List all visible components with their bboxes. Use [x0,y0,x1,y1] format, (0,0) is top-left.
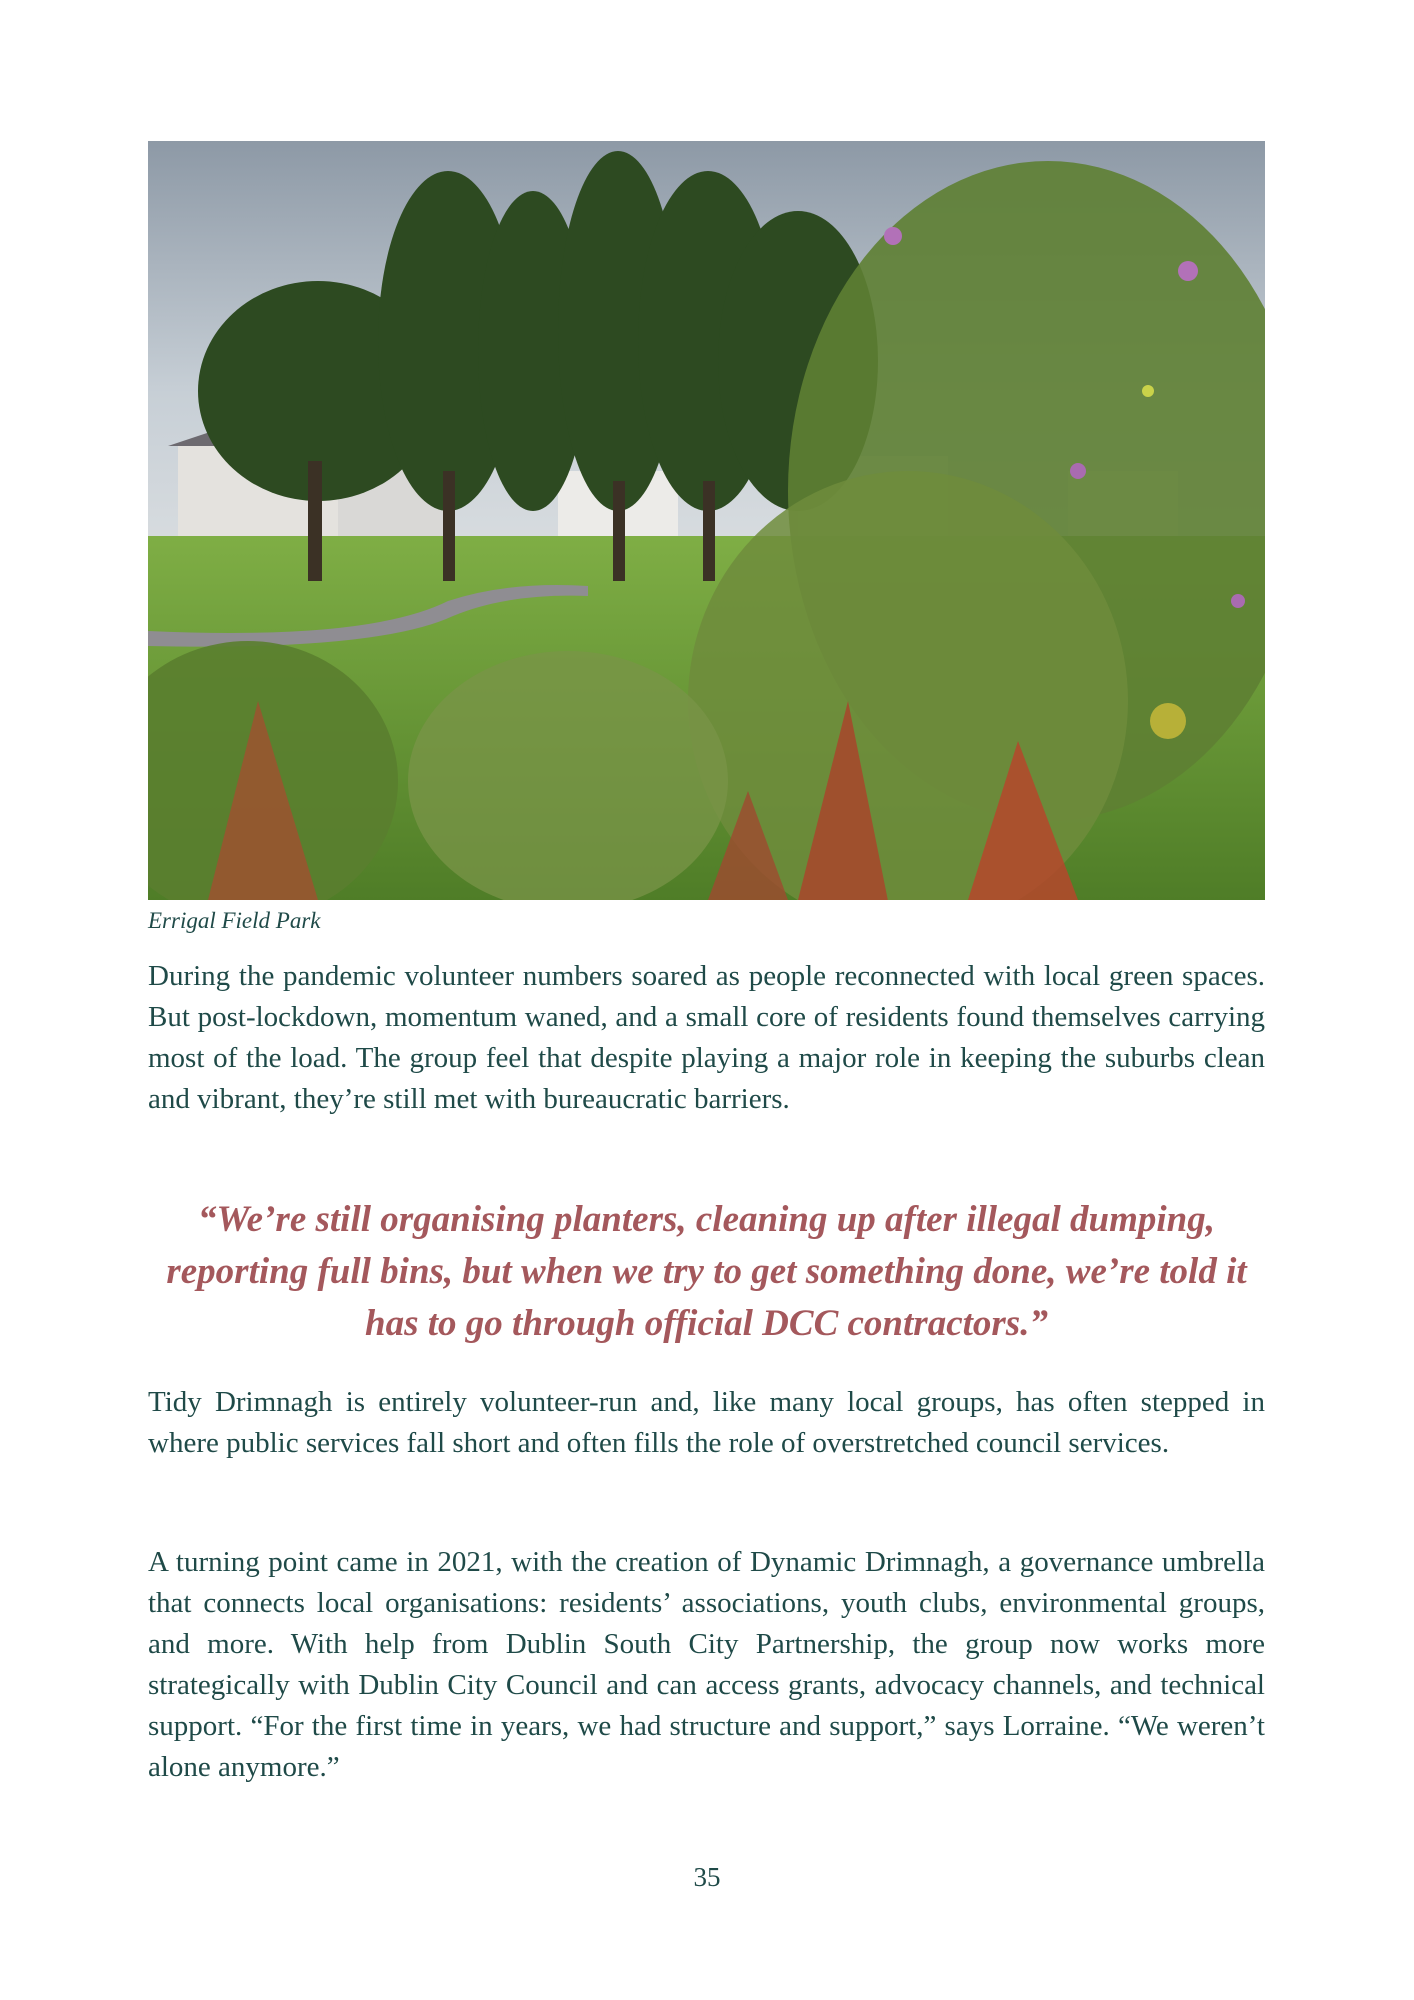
page-number: 35 [693,1862,721,1892]
park-photo [148,141,1265,900]
paragraph-pandemic-volunteers: During the pandemic volunteer numbers soared as people reconnected with local green spaces. But post-lockdown, momentum waned, and a small core of residents found themselves carrying most of the load. The group feel that despite playing a major role in keeping the suburbs clean and vibrant, they’re still met with bureaucratic barriers. [148,960,1265,1115]
pull-quote: “We’re still organising planters, cleaning up after illegal dumping, reporting full bins, but when we try to get something done, we’re told it has to go through official DCC contractors.” [166,1199,1247,1344]
park-illustration [148,141,1265,900]
photo-caption: Errigal Field Park [148,908,321,933]
paragraph-turning-point: A turning point came in 2021, with the creation of Dynamic Drimnagh, a governance umbrella that connects local organisations: residents’ associations, youth clubs, environmental groups, and more. With help from Dublin South City Partnership, the group now works more strategically with Dublin City Council and can access grants, advocacy channels, and technical support. “For the first time in years, we had structure and support,” says Lorraine. “We weren’t alone anymore.” [148,1546,1265,1783]
paragraph-tidy-drimnagh: Tidy Drimnagh is entirely volunteer-run and, like many local groups, has often stepped in where public services fall short and often fills the role of overstretched council services. [148,1386,1265,1459]
